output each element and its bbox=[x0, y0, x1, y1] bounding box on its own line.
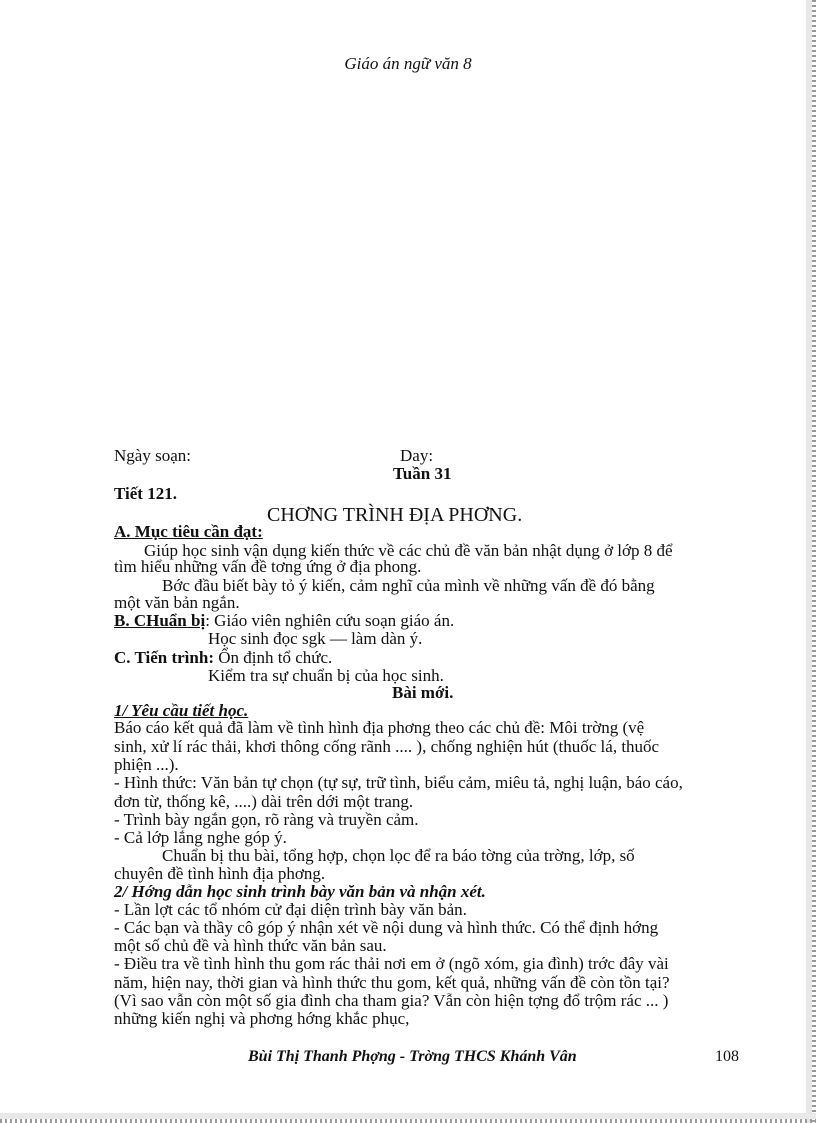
footer-author: Bùi Thị Thanh Phợng - Trờng THCS Khánh Vân bbox=[248, 1048, 577, 1065]
section-b-line: Học sinh đọc sgk — làm dàn ý. bbox=[208, 629, 423, 648]
part-1-line: sinh, xử lí rác thải, khơi thông cống rãnh .... ), chống nghiện hút (thuốc lá, thuốc bbox=[114, 737, 660, 756]
part-2-line: - Lần lợt các tổ nhóm cử đại diện trình bày văn bản. bbox=[114, 900, 467, 919]
part-1-line: Chuẩn bị thu bài, tổng hợp, chọn lọc để ra báo tờng của trờng, lớp, số bbox=[162, 846, 635, 865]
part-1-line: phiện ...). bbox=[114, 755, 179, 774]
part-2-line: - Điều tra về tình hình thu gom rác thải nơi em ở (ngõ xóm, gia đình) trớc đây vài bbox=[114, 954, 669, 973]
part-1-line: Báo cáo kết quả đã làm về tình hình địa phơng theo các chủ đề: Môi trờng (vệ bbox=[114, 718, 645, 737]
part-2-heading: 2/ Hớng dẫn học sinh trình bày văn bản và nhận xét. bbox=[114, 882, 486, 901]
day-label: Day: bbox=[400, 446, 434, 465]
section-c-row bbox=[114, 648, 332, 667]
page-edge-border bbox=[812, 0, 816, 1123]
section-a-line: một văn bản ngắn. bbox=[114, 593, 240, 612]
part-1-line: - Cả lớp lắng nghe góp ý. bbox=[114, 828, 287, 847]
part-1-line: đơn từ, thống kê, ....) dài trên dới một trang. bbox=[114, 792, 414, 811]
section-a-heading: A. Mục tiêu cần đạt: bbox=[114, 522, 263, 541]
section-c-heading: C. Tiến trình: bbox=[114, 648, 214, 667]
part-2-line: - Các bạn và thầy cô góp ý nhận xét về nội dung và hình thức. Có thể định hớng bbox=[114, 918, 659, 937]
part-2-line: những kiến nghị và phơng hớng khắc phục, bbox=[114, 1009, 410, 1028]
part-2-line: một số chủ đề và hình thức văn bản sau. bbox=[114, 936, 387, 955]
ngay-soan-label: Ngày soạn: bbox=[114, 446, 191, 465]
section-b-text: : Giáo viên nghiên cứu soạn giáo án. bbox=[205, 611, 455, 630]
section-c-line: Kiểm tra sự chuẩn bị của học sinh. bbox=[208, 666, 444, 685]
part-1-line: - Hình thức: Văn bản tự chọn (tự sự, trữ tình, biểu cảm, miêu tả, nghị luận, báo cáo, bbox=[114, 773, 683, 792]
part-1-line: chuyên đề tình hình địa phơng. bbox=[114, 864, 326, 883]
section-a-line: tìm hiểu những vấn đề tơng ứng ở địa phong. bbox=[114, 557, 422, 576]
section-a-line: Bớc đầu biết bày tỏ ý kiến, cảm nghĩ của mình về những vấn đề đó bằng bbox=[162, 576, 655, 595]
part-2-line: năm, hiện nay, thời gian và hình thức thu gom, kết quả, những vấn đề còn tồn tại? bbox=[114, 973, 670, 992]
lesson-title: CHƠNG TRÌNH ĐỊA PHƠNG. bbox=[267, 504, 523, 526]
section-a-line: Giúp học sinh vận dụng kiến thức về các chủ đề văn bản nhật dụng ở lớp 8 để bbox=[144, 541, 673, 560]
part-2-line: (Vì sao vẫn còn một số gia đình cha tham gia? Vẫn còn hiện tợng đổ trộm rác ... ) bbox=[114, 991, 669, 1010]
section-c-text: Ổn định tổ chức. bbox=[213, 648, 333, 667]
section-b-heading: B. CHuẩn bị bbox=[114, 611, 206, 630]
part-1-line: - Trình bày ngắn gọn, rõ ràng và truyền cảm. bbox=[114, 810, 419, 829]
week-label: Tuần 31 bbox=[393, 464, 452, 483]
new-lesson-heading: Bài mới. bbox=[392, 683, 454, 702]
part-1-heading: 1/ Yêu cầu tiết học. bbox=[114, 701, 249, 720]
page-number: 108 bbox=[715, 1048, 739, 1065]
page-bottom-border bbox=[0, 1119, 816, 1123]
lesson-number: Tiết 121. bbox=[114, 484, 177, 503]
section-b-row bbox=[114, 611, 454, 630]
header-title: Giáo án ngữ văn 8 bbox=[344, 54, 472, 73]
